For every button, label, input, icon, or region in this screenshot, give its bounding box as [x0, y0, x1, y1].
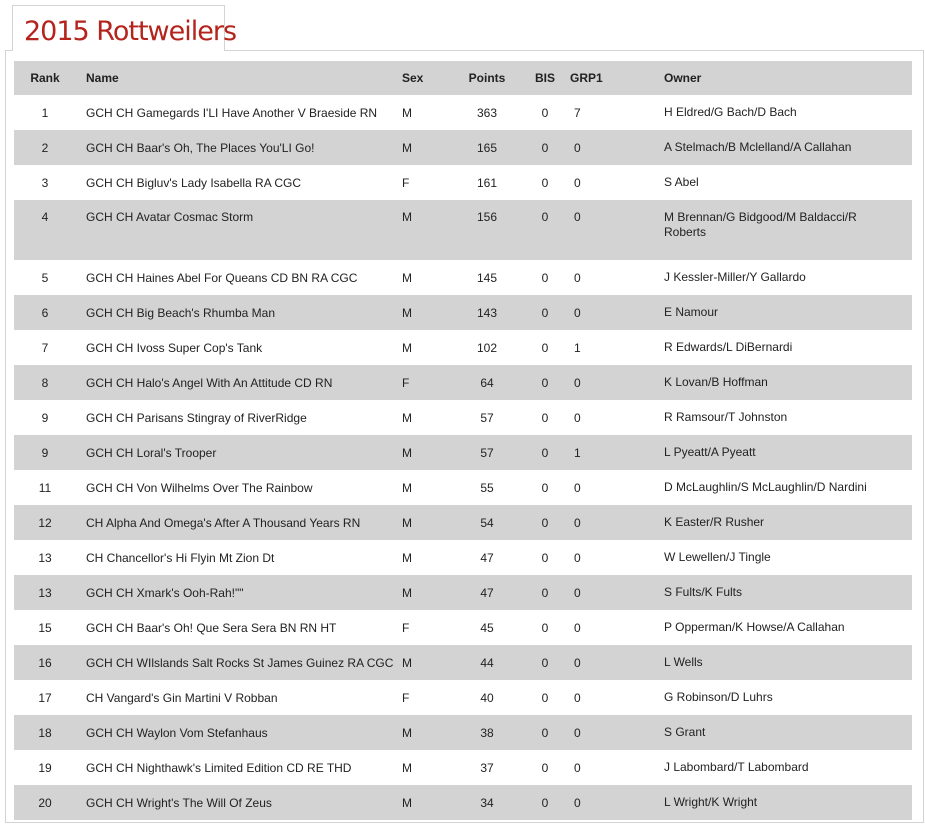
- cell-owner: K Lovan/B Hoffman: [616, 365, 912, 400]
- cell-name: GCH CH Bigluv's Lady Isabella RA CGC: [86, 175, 302, 190]
- table-row: [14, 785, 912, 820]
- cell-grp1: 0: [570, 785, 616, 820]
- table-row: [14, 260, 912, 295]
- table-header-row: [14, 61, 912, 95]
- cell-rank: 19: [38, 760, 52, 775]
- cell-sex: M: [402, 270, 412, 285]
- cell-grp1: 7: [574, 105, 581, 120]
- cell-sex: F: [402, 620, 410, 635]
- table-row: [14, 365, 912, 400]
- cell-name: CH Vangard's Gin Martini V Robban: [86, 690, 278, 705]
- cell-sex: M: [402, 340, 412, 355]
- cell-sex: M: [402, 480, 412, 495]
- table-row: [14, 505, 912, 540]
- cell-grp1: 0: [570, 715, 616, 750]
- cell-owner: G Robinson/D Luhrs: [664, 690, 773, 704]
- cell-owner: A Stelmach/B Mclelland/A Callahan: [616, 130, 912, 165]
- cell-bis: 0: [541, 480, 549, 495]
- cell-bis: 0: [541, 620, 549, 635]
- cell-name: GCH CH Loral's Trooper: [76, 435, 392, 470]
- cell-rank: 2: [14, 130, 76, 165]
- cell-grp1: 0: [574, 410, 581, 425]
- cell-grp1: 0: [574, 760, 581, 775]
- cell-bis: 0: [541, 105, 549, 120]
- cell-bis: 0: [520, 365, 570, 400]
- cell-name: GCH CH Baar's Oh! Que Sera Sera BN RN HT: [86, 620, 337, 635]
- cell-grp1: 0: [570, 575, 616, 610]
- cell-sex: M: [392, 575, 454, 610]
- cell-name: GCH CH Gamegards I'LI Have Another V Braeside RN: [86, 105, 378, 120]
- cell-name: GCH CH Xmark's Ooh-Rah!"": [76, 575, 392, 610]
- cell-owner: S Grant: [616, 715, 912, 750]
- col-header-name: Name: [76, 61, 392, 95]
- cell-name: GCH CH Parisans Stingray of RiverRidge: [86, 410, 307, 425]
- cell-rank: 16: [14, 645, 76, 680]
- col-header-points: Points: [454, 61, 520, 95]
- cell-points: 44: [454, 645, 520, 680]
- cell-rank: 8: [14, 365, 76, 400]
- table-row: [14, 95, 912, 130]
- cell-sex: M: [402, 410, 412, 425]
- col-header-owner: Owner: [616, 61, 912, 95]
- cell-owner: S Fults/K Fults: [616, 575, 912, 610]
- cell-grp1: 0: [570, 200, 616, 260]
- cell-points: 54: [454, 505, 520, 540]
- cell-points: 34: [454, 785, 520, 820]
- cell-sex: F: [402, 175, 410, 190]
- cell-points: 165: [454, 130, 520, 165]
- cell-bis: 0: [520, 785, 570, 820]
- cell-points: 102: [476, 340, 498, 355]
- cell-points: 57: [480, 410, 494, 425]
- cell-name: GCH CH Von Wilhelms Over The Rainbow: [86, 480, 313, 495]
- col-header-sex: Sex: [392, 61, 454, 95]
- cell-points: 64: [454, 365, 520, 400]
- cell-bis: 0: [520, 505, 570, 540]
- col-header-bis: BIS: [520, 61, 570, 95]
- cell-bis: 0: [520, 130, 570, 165]
- cell-owner: D McLaughlin/S McLaughlin/D Nardini: [664, 480, 867, 494]
- cell-rank: 13: [14, 575, 76, 610]
- cell-sex: M: [392, 785, 454, 820]
- cell-rank: 15: [38, 620, 52, 635]
- cell-owner: R Edwards/L DiBernardi: [664, 340, 793, 354]
- table-row: [14, 750, 912, 785]
- table-body: [14, 95, 912, 820]
- table-row: [14, 200, 912, 260]
- cell-rank: 11: [38, 480, 52, 495]
- cell-grp1: 0: [570, 645, 616, 680]
- cell-grp1: 0: [574, 175, 581, 190]
- cell-grp1: 0: [570, 365, 616, 400]
- cell-points: 37: [480, 760, 494, 775]
- cell-bis: 0: [520, 575, 570, 610]
- cell-rank: 4: [14, 200, 76, 260]
- table-row: [14, 575, 912, 610]
- cell-name: GCH CH Haines Abel For Queans CD BN RA CGC: [86, 270, 358, 285]
- table-row: [14, 330, 912, 365]
- cell-owner: K Easter/R Rusher: [616, 505, 912, 540]
- cell-name: GCH CH Waylon Vom Stefanhaus: [76, 715, 392, 750]
- cell-rank: 12: [14, 505, 76, 540]
- cell-rank: 18: [14, 715, 76, 750]
- cell-owner: L Pyeatt/A Pyeatt: [616, 435, 912, 470]
- cell-owner: H Eldred/G Bach/D Bach: [664, 105, 797, 119]
- cell-points: 145: [476, 270, 498, 285]
- cell-grp1: 1: [570, 435, 616, 470]
- table-row: [14, 295, 912, 330]
- cell-name: GCH CH Avatar Cosmac Storm: [76, 200, 392, 260]
- cell-bis: 0: [541, 175, 549, 190]
- table-row: [14, 610, 912, 645]
- cell-name: GCH CH WIlslands Salt Rocks St James Guinez RA CGC: [76, 645, 392, 680]
- cell-grp1: 0: [574, 270, 581, 285]
- cell-grp1: 0: [574, 550, 581, 565]
- cell-name: GCH CH Halo's Angel With An Attitude CD RN: [76, 365, 392, 400]
- page-title: 2015 Rottweilers: [24, 16, 237, 47]
- cell-name: CH Alpha And Omega's After A Thousand Years RN: [76, 505, 392, 540]
- cell-rank: 1: [41, 105, 49, 120]
- cell-rank: 9: [14, 435, 76, 470]
- cell-points: 57: [454, 435, 520, 470]
- cell-sex: M: [402, 105, 412, 120]
- cell-rank: 6: [14, 295, 76, 330]
- table-row: [14, 680, 912, 715]
- cell-owner: P Opperman/K Howse/A Callahan: [664, 620, 845, 634]
- cell-bis: 0: [541, 270, 549, 285]
- cell-bis: 0: [541, 760, 549, 775]
- cell-grp1: 0: [570, 130, 616, 165]
- cell-name: GCH CH Nighthawk's Limited Edition CD RE THD: [86, 760, 352, 775]
- col-header-grp1: GRP1: [570, 61, 616, 95]
- cell-rank: 13: [38, 550, 52, 565]
- cell-grp1: 0: [570, 505, 616, 540]
- cell-bis: 0: [541, 550, 549, 565]
- cell-rank: 20: [14, 785, 76, 820]
- cell-grp1: 0: [570, 295, 616, 330]
- cell-owner: L Wright/K Wright: [616, 785, 912, 820]
- cell-sex: M: [392, 505, 454, 540]
- cell-name: GCH CH Baar's Oh, The Places You'LI Go!: [76, 130, 392, 165]
- cell-owner: J Kessler-Miller/Y Gallardo: [664, 270, 806, 284]
- cell-points: 40: [480, 690, 494, 705]
- cell-points: 143: [454, 295, 520, 330]
- cell-bis: 0: [541, 690, 549, 705]
- cell-name: GCH CH Big Beach's Rhumba Man: [76, 295, 392, 330]
- cell-points: 55: [480, 480, 494, 495]
- table-row: [14, 715, 912, 750]
- table-row: [14, 645, 912, 680]
- cell-sex: M: [392, 200, 454, 260]
- cell-owner: S Abel: [664, 175, 699, 189]
- cell-name: CH Chancellor's Hi Flyin Mt Zion Dt: [86, 550, 275, 565]
- cell-name: GCH CH Ivoss Super Cop's Tank: [86, 340, 263, 355]
- cell-rank: 9: [41, 410, 49, 425]
- cell-grp1: 0: [574, 690, 581, 705]
- table-row: [14, 470, 912, 505]
- cell-points: 363: [476, 105, 498, 120]
- cell-rank: 7: [41, 340, 49, 355]
- cell-bis: 0: [541, 410, 549, 425]
- cell-points: 156: [454, 200, 520, 260]
- cell-rank: 5: [41, 270, 49, 285]
- cell-grp1: 0: [574, 480, 581, 495]
- cell-points: 38: [454, 715, 520, 750]
- cell-sex: M: [402, 550, 412, 565]
- title-tab: [12, 5, 237, 51]
- cell-bis: 0: [520, 295, 570, 330]
- cell-rank: 17: [38, 690, 52, 705]
- cell-sex: M: [392, 645, 454, 680]
- table-row: [14, 540, 912, 575]
- table-row: [14, 400, 912, 435]
- table-row: [14, 435, 912, 470]
- cell-sex: F: [402, 690, 410, 705]
- cell-owner: L Wells: [616, 645, 912, 680]
- cell-owner: W Lewellen/J Tingle: [664, 550, 771, 564]
- cell-rank: 3: [41, 175, 49, 190]
- cell-sex: F: [392, 365, 454, 400]
- cell-name: GCH CH Wright's The Will Of Zeus: [76, 785, 392, 820]
- cell-bis: 0: [520, 715, 570, 750]
- rankings-table: [14, 61, 912, 820]
- cell-owner: J Labombard/T Labombard: [664, 760, 809, 774]
- cell-owner: R Ramsour/T Johnston: [664, 410, 788, 424]
- table-row: [14, 165, 912, 200]
- cell-owner: E Namour: [616, 295, 912, 330]
- cell-bis: 0: [520, 645, 570, 680]
- cell-sex: M: [392, 295, 454, 330]
- cell-points: 161: [476, 175, 498, 190]
- cell-sex: M: [402, 760, 412, 775]
- cell-sex: M: [392, 435, 454, 470]
- cell-grp1: 1: [574, 340, 581, 355]
- cell-points: 47: [480, 550, 494, 565]
- cell-bis: 0: [541, 340, 549, 355]
- cell-points: 47: [454, 575, 520, 610]
- cell-bis: 0: [520, 200, 570, 260]
- cell-owner: M Brennan/G Bidgood/M Baldacci/R Roberts: [616, 200, 912, 260]
- cell-grp1: 0: [574, 620, 581, 635]
- cell-points: 45: [480, 620, 494, 635]
- table-row: [14, 130, 912, 165]
- cell-sex: M: [392, 715, 454, 750]
- cell-sex: M: [392, 130, 454, 165]
- cell-bis: 0: [520, 435, 570, 470]
- col-header-rank: Rank: [14, 61, 76, 95]
